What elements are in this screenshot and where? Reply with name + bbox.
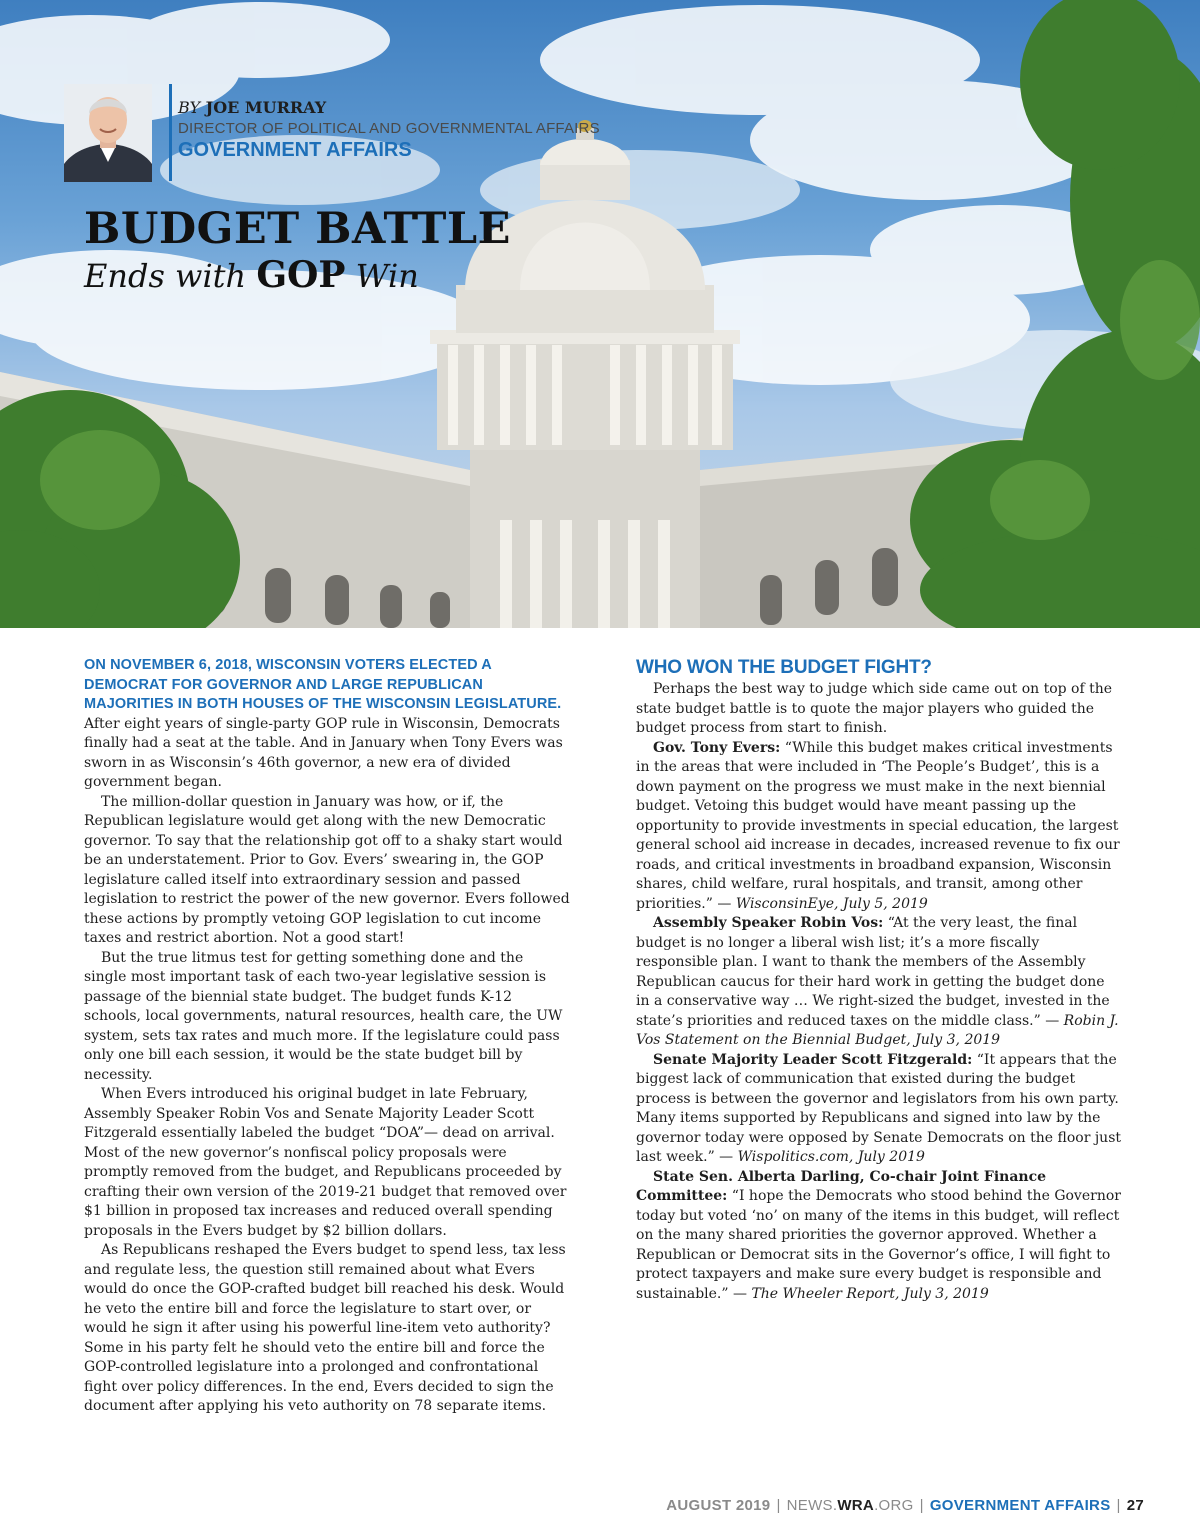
- author-byline: [64, 84, 684, 184]
- subhead-post: Win: [355, 257, 419, 295]
- quote-citation: Wispolitics.com, July 2019: [737, 1149, 925, 1165]
- quote-speaker: State Sen. Alberta Darling, Co-chair Joint Finance Committee:: [636, 1168, 1046, 1204]
- by-label: BY: [178, 98, 201, 117]
- paragraph-5: As Republicans reshaped the Evers budget to spend less, tax less and regulate less, the question still remained about what Evers would do once the GOP-crafted budget bill reached his desk. Would he veto the entire bill and force the legislature to start over, or would he sign it after using his powerful line-item veto authority? Some in his party felt he should veto the entire bill and force the GOP-controlled legislature into a prolonged and confrontational fight over policy differences. In the end, Evers decided to sign the document after applying his veto authority on 78 separate items.: [84, 1242, 566, 1414]
- byline-divider: [169, 84, 172, 181]
- quote-speaker: Assembly Speaker Robin Vos:: [653, 915, 884, 931]
- lead-in: ON NOVEMBER 6, 2018, WISCONSIN VOTERS ELECTED A DEMOCRAT FOR GOVERNOR AND LARGE REPUBLICAN MAJORITIES IN BOTH HOUSES OF THE WISCONSIN LEGISLATURE.: [84, 657, 562, 712]
- author-photo: [64, 84, 152, 182]
- quote-text: “I hope the Democrats who stood behind the Governor today but voted ‘no’ on many of the items in this budget, will reflect on the many shared priorities the governor approved. Whether a Republican or Democrat sits in the Governor’s office, I will fight to protect taxpayers and make sure every budget is responsible and sustainable.” —: [636, 1188, 1121, 1302]
- quote-citation: Robin J. Vos Statement on the Biennial Budget, July 3, 2019: [636, 1012, 1119, 1048]
- quote-speaker: Gov. Tony Evers:: [653, 739, 781, 756]
- headline: BUDGET BATTLE: [84, 204, 511, 254]
- quote-text: “While this budget makes critical investments in the areas that were included in ‘The People’s Budget’, this is a down payment on the progress we must make in the next biennial budget. Vetoing this budget would have meant passing up the opportunity to provide investments in special education, the largest general school aid increase in decades, increased revenue to fix our roads, and critical investments in broadband expansion, Wisconsin shares, child welfare, rural hospitals, and transit, among other priorities.” —: [636, 739, 1120, 912]
- subhead-gop: GOP: [256, 254, 346, 296]
- subheadline: [84, 254, 419, 296]
- page-footer: AUGUST 2019 | NEWS.WRA.ORG | GOVERNMENT AFFAIRS | 27: [666, 1497, 1144, 1514]
- left-column: [84, 656, 570, 1417]
- author-name-text: JOE MURRAY: [205, 98, 327, 117]
- paragraph-3: But the true litmus test for getting something done and the single most important task of each two-year legislative session is passage of the biennial state budget. The budget funds K-12 schools, local governments, natural resources, health care, the UW system, sets tax rates and much more. If the legislature could pass only one bill each session, it would be the state budget bill by necessity.: [84, 949, 563, 1083]
- paragraph-4: When Evers introduced his original budget in late February, Assembly Speaker Robin Vos and Senate Majority Leader Scott Fitzgerald essentially labeled the budget “DOA”— dead on arrival. Most of the new governor’s nonfiscal policy proposals were promptly removed from the budget, and Republicans proceeded by crafting their own version of the 2019-21 budget that removed over $1 billion in proposed tax increases and reduced overall spending proposals in the Evers budget by $2 billion dollars.: [84, 1086, 567, 1239]
- quote-citation: The Wheeler Report, July 3, 2019: [751, 1285, 989, 1302]
- quote-fitzgerald: [636, 1051, 1122, 1168]
- paragraph-1-text: After eight years of single-party GOP rule in Wisconsin, Democrats finally had a seat at the table. And in January when Tony Evers was sworn in as Wisconsin’s 46th governor, a new era of divided government began.: [84, 715, 563, 790]
- footer-site-bold: WRA: [837, 1497, 875, 1514]
- quote-citation: WisconsinEye, July 5, 2019: [735, 895, 928, 912]
- quote-darling: [636, 1168, 1122, 1305]
- section-heading: WHO WON THE BUDGET FIGHT?: [636, 657, 932, 678]
- footer-section: GOVERNMENT AFFAIRS: [929, 1497, 1111, 1514]
- footer-issue: AUGUST 2019: [666, 1497, 771, 1514]
- department-label: GOVERNMENT AFFAIRS: [178, 139, 412, 161]
- paragraph-2: The million-dollar question in January was how, or if, the Republican legislature would get along with the new Democratic governor. To say that the relationship got off to a shaky start would be an understatement. Prior to Gov. Evers’ swearing in, the GOP legislature called itself into extraordinary session and passed legislation to restrict the power of the new governor. Evers followed these actions by promptly vetoing GOP legislation to cut income taxes and restrict abortion. Not a good start!: [84, 793, 570, 946]
- quote-vos: [636, 914, 1122, 1051]
- quote-speaker: Senate Majority Leader Scott Fitzgerald:: [653, 1051, 973, 1068]
- subhead-pre: Ends with: [84, 257, 247, 295]
- author-title: DIRECTOR OF POLITICAL AND GOVERNMENTAL AFFAIRS: [178, 120, 600, 137]
- footer-site-post: .ORG: [874, 1497, 914, 1514]
- page-number: 27: [1126, 1497, 1144, 1514]
- quote-text: “It appears that the biggest lack of communication that existed during the budget process is between the governor and legislators from his own party. Many items supported by Republicans and signed into law by the governor today were opposed by Senate Democrats on the floor just last week.” —: [636, 1051, 1122, 1165]
- footer-site-pre: NEWS.: [786, 1497, 838, 1514]
- author-name: [178, 98, 326, 117]
- hero-image: [0, 0, 1200, 628]
- quote-evers: [636, 739, 1122, 915]
- intro-paragraph: Perhaps the best way to judge which side came out on top of the state budget battle is to quote the major players who guided the budget process from start to finish.: [636, 681, 1113, 736]
- right-column: [636, 656, 1122, 1304]
- paragraph-1: [84, 656, 570, 793]
- quote-text: “At the very least, the final budget is no longer a liberal wish list; it’s a more fiscally responsible plan. I want to thank the members of the Assembly Republican caucus for their hard work in getting the budget done in a conservative way … We right-sized the budget, invested in the state’s priorities and reduced taxes on the middle class.” —: [636, 915, 1110, 1029]
